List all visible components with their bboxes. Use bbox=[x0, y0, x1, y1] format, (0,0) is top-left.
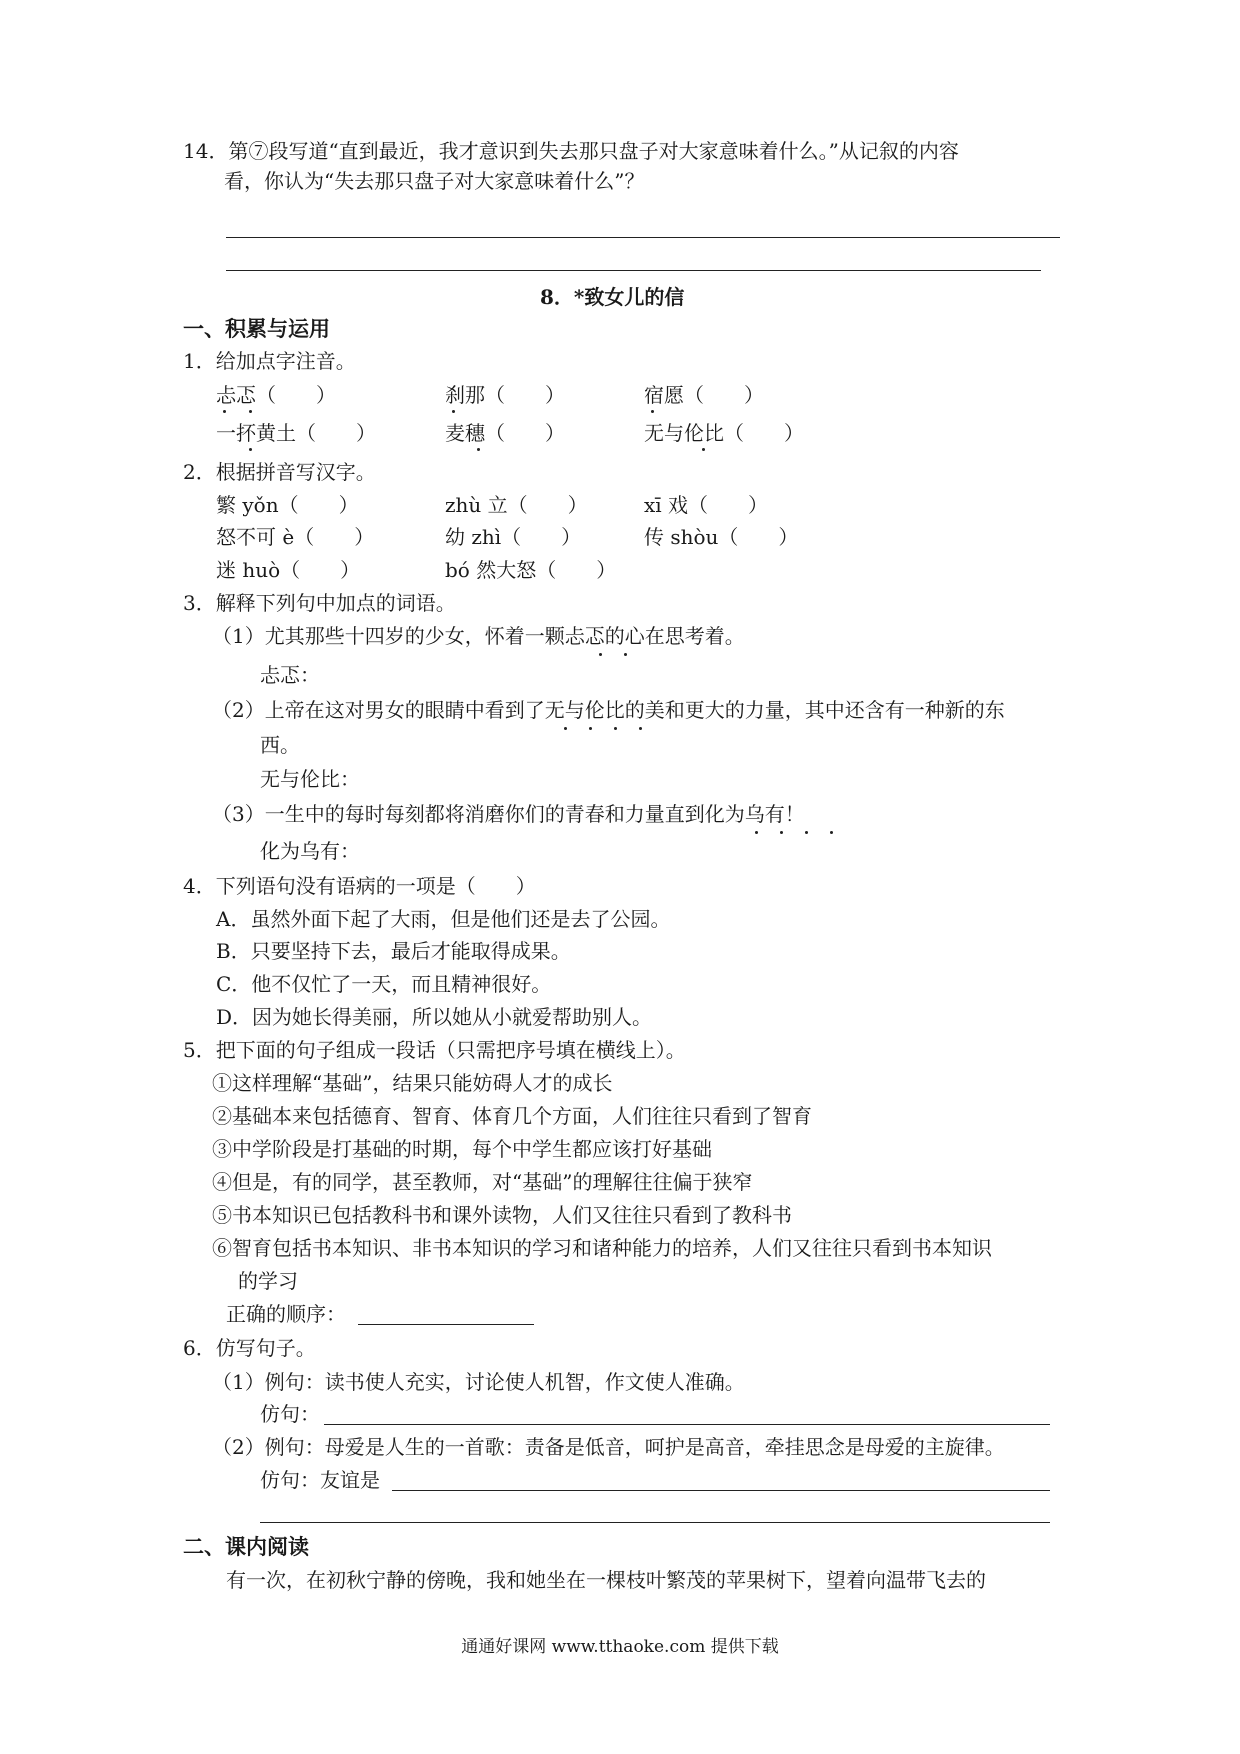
q4-option[interactable]: A．虽然外面下起了大雨，但是他们还是去了公园。 bbox=[216, 907, 671, 931]
answer-line[interactable] bbox=[392, 1490, 1050, 1491]
q3-sentence: （1）尤其那些十四岁的少女，怀着一颗忐忑的心在思考着。 bbox=[212, 624, 745, 648]
emphasis-dot bbox=[651, 410, 654, 413]
emphasis-dot bbox=[589, 727, 592, 730]
q5-item-cont: 的学习 bbox=[238, 1269, 298, 1293]
q5-item: ③中学阶段是打基础的时期，每个中学生都应该打好基础 bbox=[212, 1137, 712, 1161]
q14-line2: 看，你认为“失去那只盘子对大家意味着什么”？ bbox=[224, 169, 645, 193]
q2-item: xī 戏（ ） bbox=[644, 493, 769, 517]
emphasis-dot bbox=[639, 727, 642, 730]
q3-answer-label: 无与伦比： bbox=[260, 767, 360, 791]
q4-option[interactable]: B．只要坚持下去，最后才能取得成果。 bbox=[216, 939, 571, 963]
emphasis-dot bbox=[702, 448, 705, 451]
q5-item: ①这样理解“基础”，结果只能妨碍人才的成长 bbox=[212, 1071, 613, 1095]
emphasis-dot bbox=[624, 653, 627, 656]
emphasis-dot bbox=[830, 831, 833, 834]
emphasis-dot bbox=[599, 653, 602, 656]
q1-item: 忐忑（ ） bbox=[216, 383, 336, 407]
emphasis-dot bbox=[249, 448, 252, 451]
q6-imitate-label: 仿句： bbox=[260, 1402, 320, 1426]
q5-item: ⑤书本知识已包括教科书和课外读物，人们又往往只看到了教科书 bbox=[212, 1203, 792, 1227]
q3-sentence: （3）一生中的每时每刻都将消磨你们的青春和力量直到化为乌有！ bbox=[212, 802, 805, 826]
q1-item: 无与伦比（ ） bbox=[644, 421, 804, 445]
emphasis-dot bbox=[564, 727, 567, 730]
answer-line[interactable] bbox=[324, 1424, 1050, 1425]
q4-option[interactable]: D．因为她长得美丽，所以她从小就爱帮助别人。 bbox=[216, 1005, 653, 1029]
section-heading: 二、课内阅读 bbox=[183, 1534, 309, 1559]
q6-example: （2）例句：母爱是人生的一首歌：责备是低音，呵护是高音，牵挂思念是母爱的主旋律。 bbox=[212, 1435, 1005, 1459]
q3-answer-label: 化为乌有： bbox=[260, 839, 360, 863]
section-heading: 一、积累与运用 bbox=[183, 316, 330, 341]
q3-sentence-cont: 西。 bbox=[260, 733, 300, 757]
answer-line[interactable] bbox=[226, 270, 1041, 271]
reading-paragraph: 有一次，在初秋宁静的傍晚，我和她坐在一棵枝叶繁茂的苹果树下，望着向温带飞去的 bbox=[226, 1568, 986, 1592]
q3-stem: 3．解释下列句中加点的词语。 bbox=[183, 591, 456, 615]
q6-example: （1）例句：读书使人充实，讨论使人机智，作文使人准确。 bbox=[212, 1370, 745, 1394]
q4-stem: 4．下列语句没有语病的一项是（ ） bbox=[183, 874, 536, 898]
q5-item: ④但是，有的同学，甚至教师，对“基础”的理解往往偏于狭窄 bbox=[212, 1170, 753, 1194]
q2-item: bó 然大怒（ ） bbox=[445, 558, 617, 582]
q1-stem: 1．给加点字注音。 bbox=[183, 349, 356, 373]
answer-line[interactable] bbox=[260, 1522, 1050, 1523]
q4-option[interactable]: C．他不仅忙了一天，而且精神很好。 bbox=[216, 972, 552, 996]
q1-item: 一抔黄土（ ） bbox=[216, 421, 376, 445]
q5-stem: 5．把下面的句子组成一段话（只需把序号填在横线上）。 bbox=[183, 1038, 686, 1062]
q5-item: ②基础本来包括德育、智育、体育几个方面，人们往往只看到了智育 bbox=[212, 1104, 812, 1128]
q2-item: 怒不可 è（ ） bbox=[216, 525, 375, 549]
q2-item: 迷 huò（ ） bbox=[216, 558, 361, 582]
emphasis-dot bbox=[755, 831, 758, 834]
emphasis-dot bbox=[249, 410, 252, 413]
lesson-title: 8．*致女儿的信 bbox=[540, 285, 685, 309]
emphasis-dot bbox=[805, 831, 808, 834]
q2-item: 传 shòu（ ） bbox=[644, 525, 799, 549]
q3-sentence: （2）上帝在这对男女的眼睛中看到了无与伦比的美和更大的力量，其中还含有一种新的东 bbox=[212, 698, 1005, 722]
emphasis-dot bbox=[223, 410, 226, 413]
emphasis-dot bbox=[477, 448, 480, 451]
q2-stem: 2．根据拼音写汉字。 bbox=[183, 460, 376, 484]
q2-item: 幼 zhì（ ） bbox=[445, 525, 582, 549]
page-footer: 通通好课网 www.tthaoke.com 提供下载 bbox=[461, 1637, 779, 1657]
emphasis-dot bbox=[452, 410, 455, 413]
answer-line[interactable] bbox=[226, 237, 1060, 238]
q2-item: 繁 yǒn（ ） bbox=[216, 493, 359, 517]
q6-stem: 6．仿写句子。 bbox=[183, 1336, 316, 1360]
q1-item: 宿愿（ ） bbox=[644, 383, 764, 407]
q6-imitate-label: 仿句：友谊是 bbox=[260, 1468, 380, 1492]
q1-item: 麦穗（ ） bbox=[445, 421, 565, 445]
emphasis-dot bbox=[780, 831, 783, 834]
q2-item: zhù 立（ ） bbox=[445, 493, 588, 517]
q1-item: 刹那（ ） bbox=[445, 383, 565, 407]
q5-item: ⑥智育包括书本知识、非书本知识的学习和诸种能力的培养，人们又往往只看到书本知识 bbox=[212, 1236, 992, 1260]
q5-order-label: 正确的顺序： bbox=[226, 1302, 346, 1326]
q3-answer-label: 忐忑： bbox=[260, 663, 320, 687]
q14-line1: 14．第⑦段写道“直到最近，我才意识到失去那只盘子对大家意味着什么。”从记叙的内容 bbox=[183, 139, 959, 163]
order-answer-line[interactable] bbox=[358, 1324, 534, 1325]
emphasis-dot bbox=[614, 727, 617, 730]
